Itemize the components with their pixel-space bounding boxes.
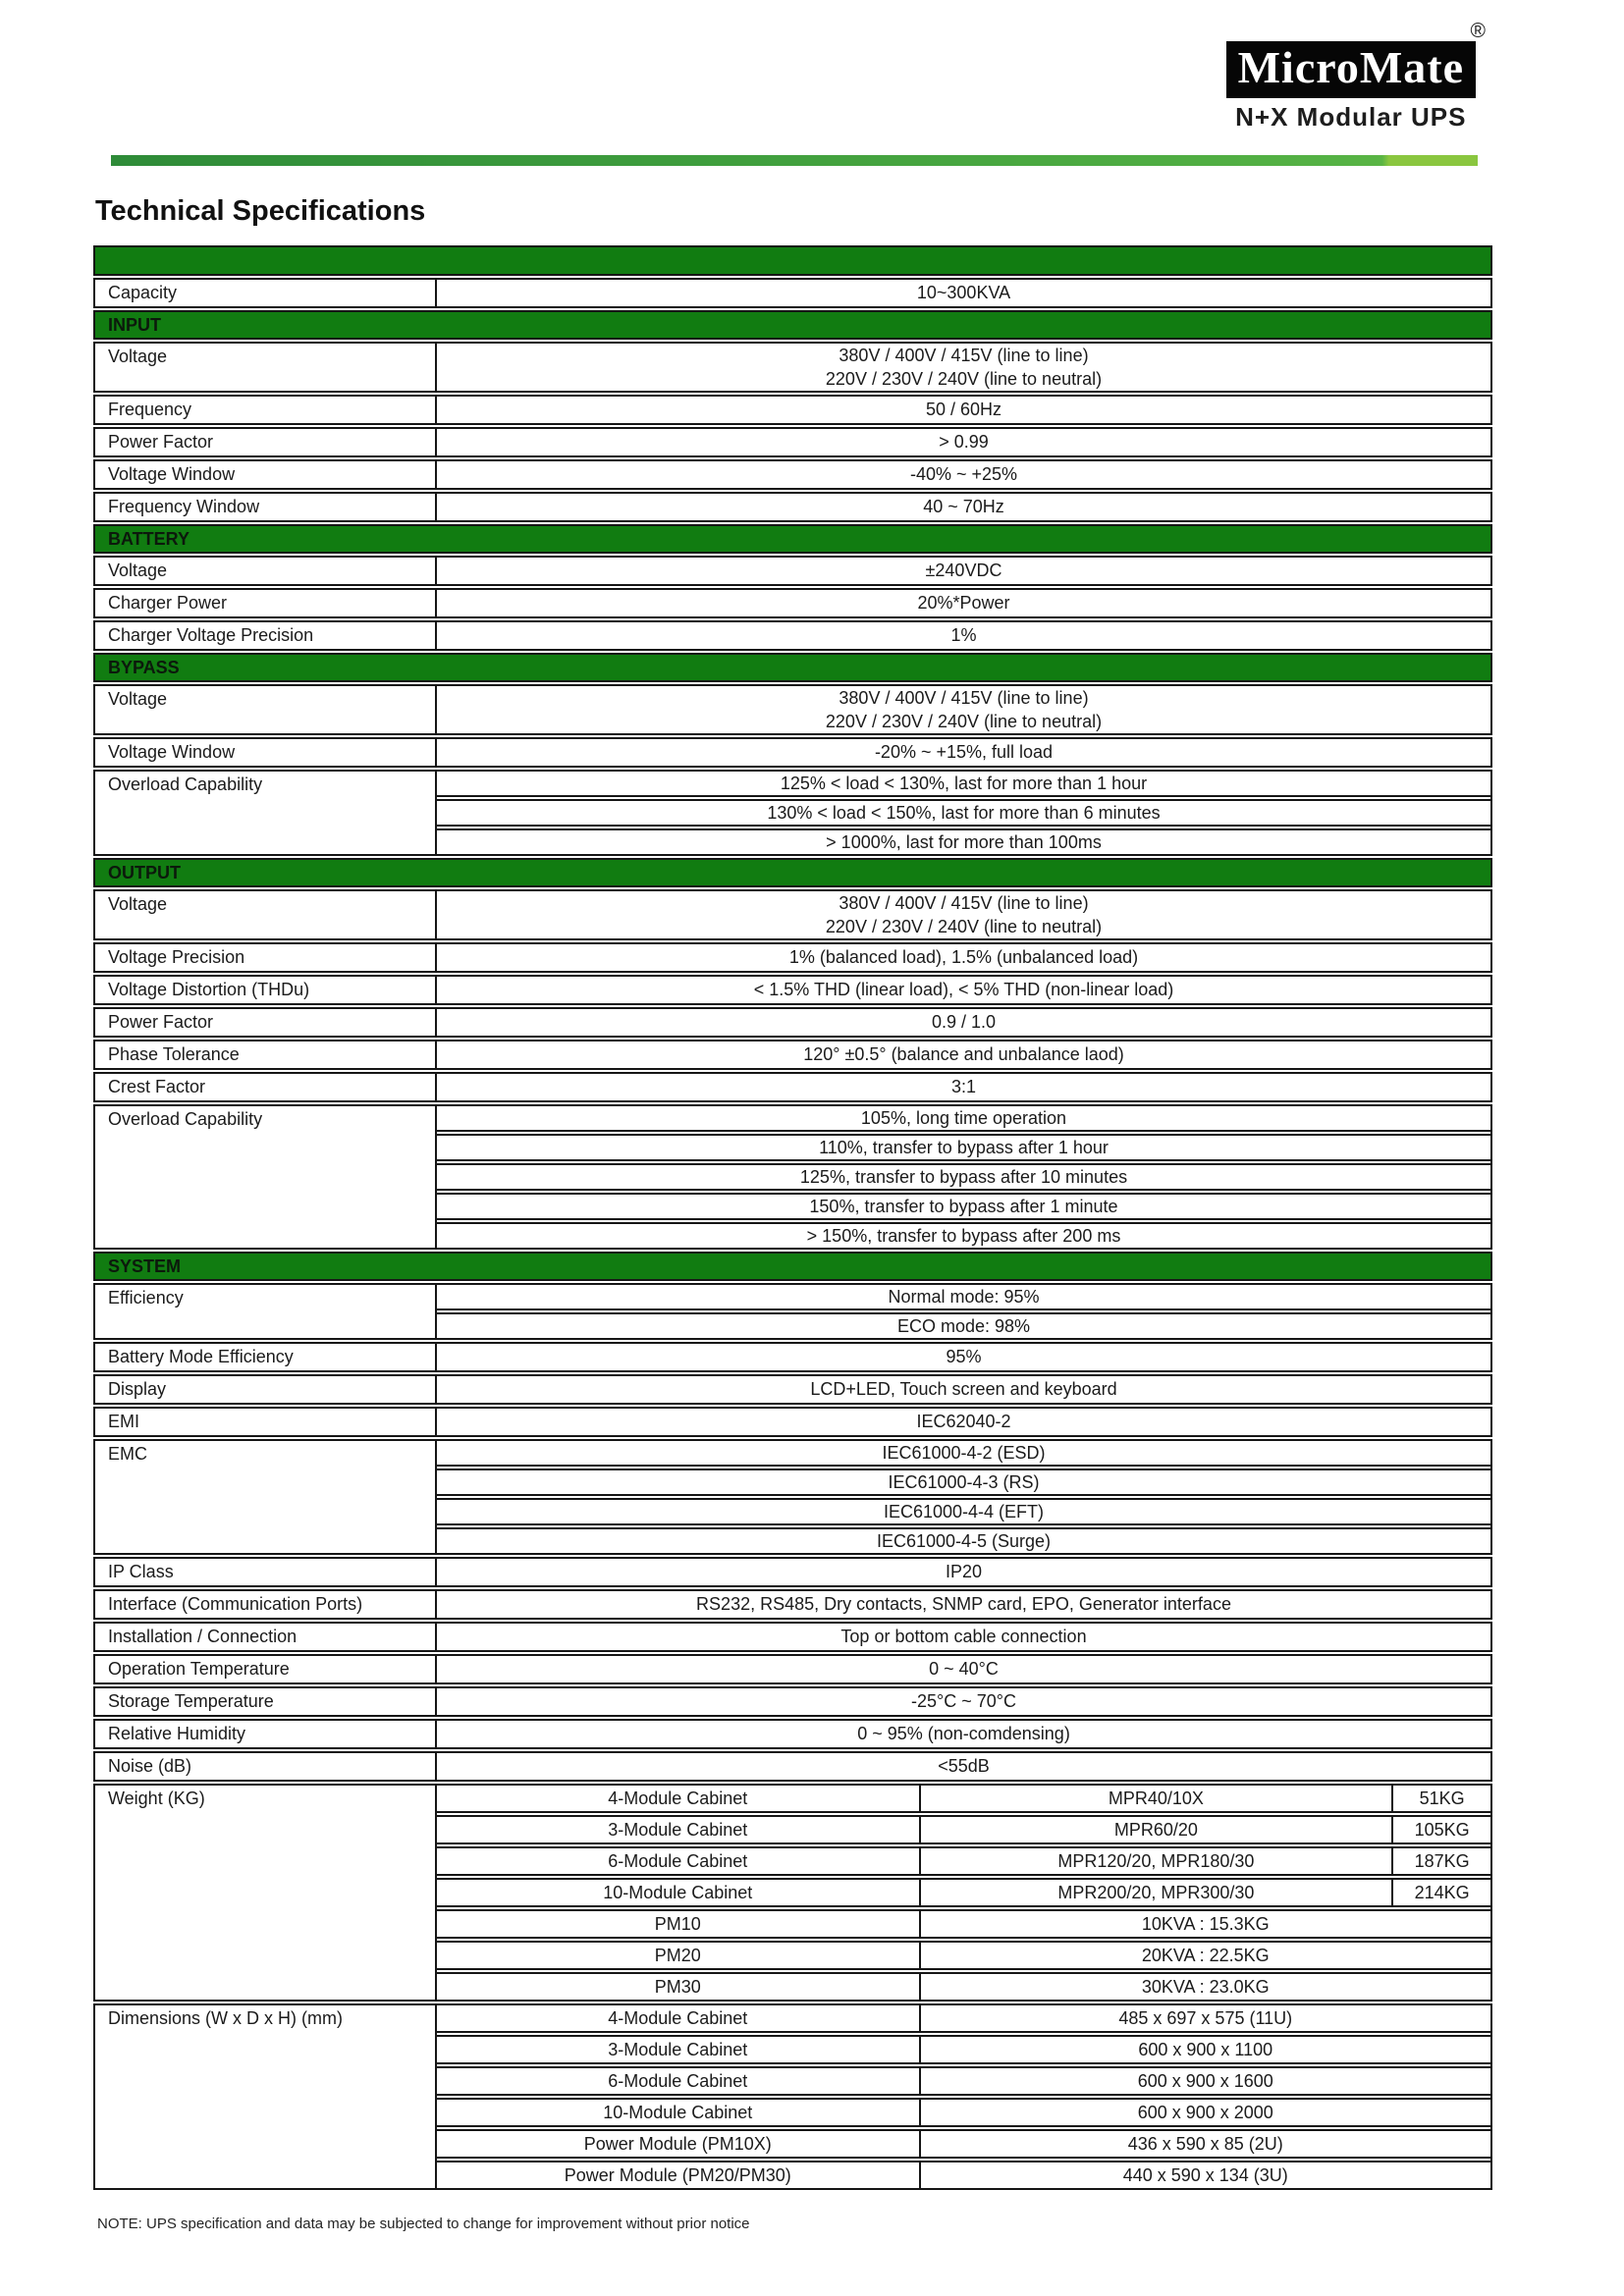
row-value-cell — [437, 1441, 1490, 1553]
table-row — [93, 1686, 1492, 1717]
grid-cabinet-cell: 6-Module Cabinet — [437, 2068, 921, 2094]
grid-row — [437, 2005, 1490, 2033]
sub-row — [437, 1134, 1490, 1161]
grid-row — [437, 2035, 1490, 2064]
row-value: 110%, transfer to bypass after 1 hour — [819, 1137, 1109, 1157]
sub-row — [437, 1222, 1490, 1248]
row-value: 120° ±0.5° (balance and unbalance laod) — [803, 1044, 1124, 1064]
note-text: NOTE: UPS specification and data may be subjected to change for improvement without prior notice — [97, 2216, 750, 2232]
grid-cabinet-cell: PM30 — [437, 1974, 921, 2000]
grid-model-cell: MPR200/20, MPR300/30 — [921, 1880, 1394, 1905]
row-label: Interface (Communication Ports) — [108, 1594, 363, 1614]
grid-cabinet-cell: 6-Module Cabinet — [437, 1848, 921, 1874]
row-label-cell — [95, 1106, 437, 1248]
row-label-cell — [95, 1591, 437, 1618]
row-value: LCD+LED, Touch screen and keyboard — [810, 1379, 1117, 1399]
grid-cabinet-cell: Power Module (PM10X) — [437, 2131, 921, 2157]
row-value: ECO mode: 98% — [896, 1315, 1031, 1336]
section-header-row — [93, 653, 1492, 682]
row-value: 0 ~ 40°C — [929, 1659, 999, 1679]
row-label: Weight (KG) — [108, 1789, 205, 1808]
row-value-cell — [437, 1074, 1490, 1100]
row-label-cell — [95, 1624, 437, 1650]
row-label-cell — [95, 1009, 437, 1036]
table-top-band — [93, 245, 1492, 276]
table-row — [93, 889, 1492, 940]
row-value: 50 / 60Hz — [925, 400, 1002, 419]
grid-cabinet-cell: 3-Module Cabinet — [437, 2037, 921, 2062]
row-label: Power Factor — [108, 432, 214, 452]
row-value: IP20 — [945, 1562, 983, 1581]
row-value-cell — [437, 1376, 1490, 1403]
row-label: Noise (dB) — [108, 1756, 192, 1776]
grid-value-cell: 214KG — [1414, 1882, 1470, 1902]
sub-row — [437, 1527, 1490, 1553]
section-label: OUTPUT — [108, 863, 181, 882]
row-value: 220V / 230V / 240V (line to neutral) — [825, 916, 1103, 936]
grid-value-cell: 10KVA : 15.3KG — [1141, 1913, 1270, 1934]
row-label: Relative Humidity — [108, 1724, 246, 1743]
row-value: 380V / 400V / 415V (line to line) — [839, 687, 1089, 708]
row-value-cell — [437, 891, 1490, 938]
table-row — [93, 1342, 1492, 1372]
row-label-cell — [95, 1074, 437, 1100]
page-header — [0, 0, 1624, 166]
grid-value-cell: 600 x 900 x 1100 — [1138, 2039, 1273, 2059]
grid-value-cell: 187KG — [1414, 1850, 1470, 1871]
row-value: 380V / 400V / 415V (line to line) — [839, 892, 1089, 913]
grid-cabinet-cell: 4-Module Cabinet — [437, 1786, 921, 1811]
row-value: 125%, transfer to bypass after 10 minutes — [799, 1166, 1128, 1187]
row-label-cell — [95, 1786, 437, 2000]
row-value: ±240VDC — [925, 561, 1002, 580]
row-value: IEC61000-4-4 (EFT) — [883, 1501, 1045, 1522]
grid-value-cell: 51KG — [1419, 1788, 1465, 1808]
row-value: -25°C ~ 70°C — [911, 1691, 1016, 1711]
row-label-cell — [95, 977, 437, 1003]
row-label-cell — [95, 590, 437, 616]
row-label: Voltage Distortion (THDu) — [108, 980, 310, 999]
row-value: 95% — [946, 1347, 982, 1366]
section-label: SYSTEM — [108, 1256, 182, 1276]
row-label: Dimensions (W x D x H) (mm) — [108, 2008, 343, 2028]
grid-value-cell: 436 x 590 x 85 (2U) — [1127, 2133, 1283, 2154]
row-value: Normal mode: 95% — [888, 1286, 1040, 1307]
row-value-cell — [437, 1285, 1490, 1338]
table-row — [93, 588, 1492, 618]
table-row — [93, 459, 1492, 490]
row-label-cell — [95, 344, 437, 391]
table-row — [93, 395, 1492, 425]
row-value-cell — [437, 1041, 1490, 1068]
grid-row — [437, 2129, 1490, 2159]
row-value: 105%, long time operation — [860, 1107, 1067, 1128]
row-label: Voltage Window — [108, 742, 236, 762]
sub-row — [437, 1193, 1490, 1220]
row-label-cell — [95, 1409, 437, 1435]
row-value-cell — [437, 494, 1490, 520]
row-label: Voltage — [108, 689, 168, 709]
table-row — [93, 278, 1492, 308]
table-row — [93, 1374, 1492, 1405]
brand-logo-block — [1226, 20, 1486, 133]
row-value-cell — [437, 977, 1490, 1003]
grid-row — [437, 1909, 1490, 1939]
row-label-cell — [95, 1688, 437, 1715]
row-value: 150%, transfer to bypass after 1 minute — [809, 1196, 1118, 1216]
brand-tagline: N+X Modular UPS — [1235, 102, 1467, 132]
grid-cabinet-cell: 4-Module Cabinet — [437, 2005, 921, 2031]
section-header-row — [93, 310, 1492, 340]
row-label: Voltage — [108, 347, 168, 366]
table-row — [93, 1622, 1492, 1652]
row-value: 20%*Power — [917, 593, 1010, 613]
section-label: BYPASS — [108, 658, 180, 677]
row-value: 1% — [950, 625, 977, 645]
table-row — [93, 1283, 1492, 1340]
section-header-row — [93, 524, 1492, 554]
grid-row — [437, 2098, 1490, 2127]
sub-row — [437, 1163, 1490, 1191]
row-label: Efficiency — [108, 1288, 184, 1308]
row-label-cell — [95, 622, 437, 649]
grid-model-cell: MPR120/20, MPR180/30 — [921, 1848, 1394, 1874]
row-label: IP Class — [108, 1562, 174, 1581]
row-value-cell — [437, 772, 1490, 854]
section-header-row — [93, 858, 1492, 887]
grid-cabinet-cell: Power Module (PM20/PM30) — [437, 2163, 921, 2188]
section-label: INPUT — [108, 315, 161, 335]
row-label-cell — [95, 1376, 437, 1403]
row-label-cell — [95, 558, 437, 584]
grid-row — [437, 1941, 1490, 1970]
row-value-cell — [437, 1591, 1490, 1618]
row-value-cell — [437, 2005, 1490, 2188]
row-label-cell — [95, 2005, 437, 2188]
row-label-cell — [95, 891, 437, 938]
row-value-cell — [437, 429, 1490, 455]
row-value: -40% ~ +25% — [909, 464, 1018, 484]
row-label-cell — [95, 1344, 437, 1370]
table-row — [93, 1407, 1492, 1437]
row-value-cell — [437, 1786, 1490, 2000]
row-label-cell — [95, 739, 437, 766]
row-label-cell — [95, 429, 437, 455]
row-value: > 150%, transfer to bypass after 200 ms — [806, 1225, 1121, 1246]
row-label-cell — [95, 461, 437, 488]
row-value-cell — [437, 344, 1490, 391]
row-value: 130% < load < 150%, last for more than 6 minutes — [767, 802, 1161, 823]
row-value: RS232, RS485, Dry contacts, SNMP card, EPO, Generator interface — [696, 1594, 1231, 1614]
grid-row — [437, 2161, 1490, 2188]
row-value-cell — [437, 590, 1490, 616]
row-label: Display — [108, 1379, 167, 1399]
row-value-cell — [437, 944, 1490, 971]
row-value-cell — [437, 1409, 1490, 1435]
row-label-cell — [95, 772, 437, 854]
row-label: Voltage — [108, 561, 168, 580]
row-value: 0 ~ 95% (non-comdensing) — [857, 1724, 1070, 1743]
table-row — [93, 427, 1492, 457]
table-row — [93, 1072, 1492, 1102]
row-value-cell — [437, 1559, 1490, 1585]
table-row — [93, 492, 1492, 522]
sub-row — [437, 828, 1490, 854]
sub-row — [437, 772, 1490, 797]
row-label: Crest Factor — [108, 1077, 206, 1096]
row-value: 1% (balanced load), 1.5% (unbalanced load) — [788, 947, 1139, 967]
grid-value-cell: 20KVA : 22.5KG — [1141, 1945, 1270, 1965]
sub-row — [437, 1285, 1490, 1310]
row-value: 220V / 230V / 240V (line to neutral) — [825, 711, 1103, 731]
table-row — [93, 975, 1492, 1005]
row-value-cell — [437, 1656, 1490, 1682]
sub-row — [437, 799, 1490, 827]
row-label: Storage Temperature — [108, 1691, 274, 1711]
table-row — [93, 620, 1492, 651]
row-value-cell — [437, 1624, 1490, 1650]
row-value-cell — [437, 622, 1490, 649]
sub-row — [437, 1106, 1490, 1132]
row-label-cell — [95, 1559, 437, 1585]
grid-cabinet-cell: 10-Module Cabinet — [437, 1880, 921, 1905]
row-label-cell — [95, 397, 437, 423]
row-label-cell — [95, 494, 437, 520]
row-label: Charger Power — [108, 593, 228, 613]
table-row — [93, 2003, 1492, 2190]
row-value: 3:1 — [950, 1077, 977, 1096]
grid-cabinet-cell: 3-Module Cabinet — [437, 1817, 921, 1842]
grid-model-cell: MPR60/20 — [921, 1817, 1394, 1842]
row-label-cell — [95, 280, 437, 306]
row-label: Charger Voltage Precision — [108, 625, 314, 645]
registered-trademark-icon: ® — [1470, 20, 1486, 42]
grid-value-cell: 600 x 900 x 2000 — [1137, 2102, 1273, 2122]
grid-row — [437, 1878, 1490, 1907]
brand-logo: MicroMate — [1226, 41, 1476, 98]
row-label-cell — [95, 1721, 437, 1747]
row-label-cell — [95, 1753, 437, 1780]
section-header-row — [93, 1252, 1492, 1281]
section-label: BATTERY — [108, 529, 189, 549]
row-value-cell — [437, 397, 1490, 423]
row-label: Frequency Window — [108, 497, 260, 516]
row-label: Battery Mode Efficiency — [108, 1347, 294, 1366]
row-label-cell — [95, 944, 437, 971]
row-value: -20% ~ +15%, full load — [874, 742, 1054, 762]
row-label-cell — [95, 686, 437, 733]
grid-value-cell: 440 x 590 x 134 (3U) — [1122, 2164, 1288, 2185]
row-value: 10~300KVA — [916, 283, 1011, 302]
row-value-cell — [437, 558, 1490, 584]
grid-value-cell: 485 x 697 x 575 (11U) — [1118, 2007, 1293, 2028]
row-value: 40 ~ 70Hz — [923, 497, 1004, 516]
grid-value-cell: 600 x 900 x 1600 — [1137, 2070, 1273, 2091]
row-value-cell — [437, 1721, 1490, 1747]
grid-cabinet-cell: PM10 — [437, 1911, 921, 1937]
row-value: > 0.99 — [939, 432, 989, 452]
table-row — [93, 1040, 1492, 1070]
row-value: 220V / 230V / 240V (line to neutral) — [825, 368, 1103, 389]
row-label: Voltage — [108, 894, 168, 914]
grid-row — [437, 1786, 1490, 1813]
row-value: Top or bottom cable connection — [840, 1627, 1087, 1646]
row-label: Phase Tolerance — [108, 1044, 240, 1064]
row-label: Power Factor — [108, 1012, 214, 1032]
row-value-cell — [437, 280, 1490, 306]
header-accent-bar — [111, 155, 1478, 166]
table-row — [93, 1007, 1492, 1038]
table-row — [93, 556, 1492, 586]
row-value-cell — [437, 461, 1490, 488]
grid-value-cell: 105KG — [1414, 1819, 1470, 1840]
page-title: Technical Specifications — [95, 195, 426, 227]
row-value-cell — [437, 739, 1490, 766]
grid-row — [437, 2066, 1490, 2096]
row-label-cell — [95, 1656, 437, 1682]
row-value-cell — [437, 1753, 1490, 1780]
table-row — [93, 1751, 1492, 1782]
spec-table — [93, 245, 1492, 2190]
row-value-cell — [437, 1106, 1490, 1248]
row-value: IEC61000-4-3 (RS) — [888, 1471, 1040, 1492]
row-value: > 1000%, last for more than 100ms — [826, 831, 1102, 852]
sub-row — [437, 1498, 1490, 1525]
table-row — [93, 1557, 1492, 1587]
row-value: IEC62040-2 — [916, 1412, 1011, 1431]
row-value: IEC61000-4-5 (Surge) — [876, 1530, 1052, 1551]
table-row — [93, 1104, 1492, 1250]
sub-row — [437, 1468, 1490, 1496]
table-row — [93, 342, 1492, 393]
row-value: <55dB — [938, 1756, 990, 1776]
sub-row — [437, 1312, 1490, 1338]
grid-cabinet-cell: 10-Module Cabinet — [437, 2100, 921, 2125]
grid-value-cell: 30KVA : 23.0KG — [1141, 1976, 1270, 1997]
row-value: < 1.5% THD (linear load), < 5% THD (non-linear load) — [753, 980, 1174, 999]
row-label: Capacity — [108, 283, 178, 302]
row-value-cell — [437, 686, 1490, 733]
table-row — [93, 1589, 1492, 1620]
table-row — [93, 1719, 1492, 1749]
row-value-cell — [437, 1344, 1490, 1370]
row-label: Installation / Connection — [108, 1627, 298, 1646]
row-label: Overload Capability — [108, 774, 263, 794]
table-row — [93, 942, 1492, 973]
row-label-cell — [95, 1285, 437, 1338]
grid-model-cell: MPR40/10X — [921, 1786, 1394, 1811]
grid-cabinet-cell: PM20 — [437, 1943, 921, 1968]
table-row — [93, 1439, 1492, 1555]
table-row — [93, 737, 1492, 768]
table-row — [93, 684, 1492, 735]
grid-row — [437, 1972, 1490, 2000]
row-value: IEC61000-4-2 (ESD) — [882, 1442, 1046, 1463]
grid-row — [437, 1846, 1490, 1876]
row-label-cell — [95, 1041, 437, 1068]
row-value: 125% < load < 130%, last for more than 1 hour — [780, 773, 1148, 793]
row-label: Frequency — [108, 400, 192, 419]
table-row — [93, 1784, 1492, 2002]
table-row — [93, 1654, 1492, 1684]
grid-row — [437, 1815, 1490, 1844]
row-value-cell — [437, 1688, 1490, 1715]
sub-row — [437, 1441, 1490, 1467]
row-value-cell — [437, 1009, 1490, 1036]
row-label: EMI — [108, 1412, 140, 1431]
row-label: Overload Capability — [108, 1109, 263, 1129]
row-label: Voltage Precision — [108, 947, 245, 967]
row-value: 0.9 / 1.0 — [931, 1012, 997, 1032]
row-label: Operation Temperature — [108, 1659, 290, 1679]
row-label: Voltage Window — [108, 464, 236, 484]
row-value: 380V / 400V / 415V (line to line) — [839, 345, 1089, 365]
row-label: EMC — [108, 1444, 147, 1464]
row-label-cell — [95, 1441, 437, 1553]
table-row — [93, 770, 1492, 856]
